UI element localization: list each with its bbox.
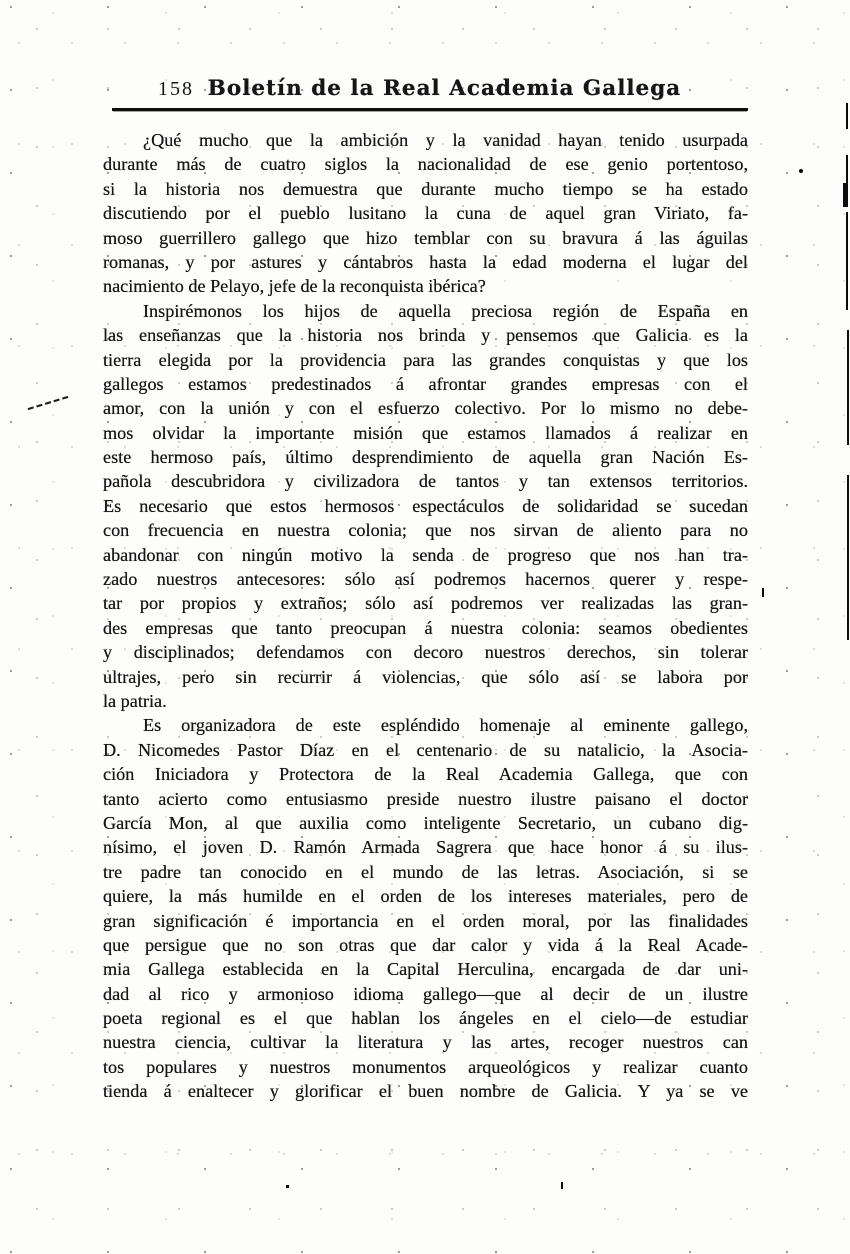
page-body (103, 128, 748, 1104)
text-line: amor, con la unión y con el esfuerzo colectivo. Por lo mismo no debe- (103, 398, 748, 419)
text-line: gran significación é importancia en el orden moral, por las finalidades (103, 910, 748, 931)
text-line: ¿Qué mucho que la ambición y la vanidad hayan tenido usurpada (143, 130, 748, 150)
scan-artifact-speck (799, 169, 803, 173)
page-header (103, 76, 748, 106)
scan-artifact-speck (286, 1185, 289, 1188)
text-line: poeta regional es el que hablan los ángeles en el cielo—de estudiar (103, 1008, 748, 1029)
text-line: Inspirémonos los hijos de aquella preciosa región de España en (143, 300, 748, 321)
text-line: tienda á enaltecer y glorificar el buen nombre de Galicia. Y ya se ve (103, 1081, 748, 1102)
text-line: discutiendo por el pueblo lusitano la cuna de aquel gran Viriato, fa- (103, 203, 748, 224)
text-line: tre padre tan conocido en el mundo de las letras. Asociación, si se (103, 861, 748, 882)
scan-artifact-edge-line (846, 103, 848, 129)
text-line: y disciplinados; defendamos con decoro nuestros derechos, sin tolerar (103, 642, 748, 663)
text-line: ultrajes, pero sin recurrir á violencias, que sólo así se labora por (103, 666, 748, 687)
text-line: pañola descubridora y civilizadora de tantos y tan extensos territorios. (103, 471, 748, 492)
page-number: 158 (158, 78, 194, 100)
scan-artifact-edge-line (847, 330, 849, 445)
text-line: las enseñanzas que la historia nos brinda y pensemos que Galicia es la (103, 325, 748, 346)
text-line: nacimiento de Pelayo, jefe de la reconquista ibérica? (103, 276, 486, 297)
text-line: nísimo, el joven D. Ramón Armada Sagrera que hace honor á su ilus- (103, 837, 748, 858)
text-line: quiere, la más humilde en el orden de los intereses materiales, pero de (103, 886, 748, 907)
text-line: mos olvidar la importante misión que estamos llamados á realizar en (103, 422, 748, 443)
scan-artifact-pen-mark (28, 396, 69, 410)
journal-title: Boletín de la Real Academia Gallega (207, 76, 682, 101)
text-line: ción Iniciadora y Protectora de la Real Academia Gallega, que con (103, 764, 748, 785)
text-line: García Mon, al que auxilia como inteligente Secretario, un cubano dig- (103, 812, 748, 833)
text-line: des empresas que tanto preocupan á nuestra colonia: seamos obedientes (103, 617, 748, 638)
scan-artifact-edge-line (843, 183, 848, 207)
text-line: abandonar con ningún motivo la senda de progreso que nos han tra- (103, 544, 748, 565)
text-line: este hermoso país, último desprendimiento de aquella gran Nación Es- (103, 447, 748, 468)
text-line: zado nuestros antecesores: sólo así podremos hacernos querer y respe- (103, 569, 748, 590)
text-line: tierra elegida por la providencia para las grandes conquistas y que los (103, 349, 748, 370)
text-line: D. Nicomedes Pastor Díaz en el centenario de su natalicio, la Asocia- (103, 739, 748, 760)
scan-artifact-speck (561, 1182, 563, 1189)
text-line: Es necesario que estos hermosos espectáculos de solidaridad se sucedan (103, 495, 748, 516)
text-line: dad al rico y armonioso idioma gallego—que al decir de un ilustre (103, 983, 748, 1004)
text-line: si la historia nos demuestra que durante mucho tiempo se ha estado (103, 178, 748, 199)
text-line: tanto acierto como entusiasmo preside nuestro ilustre paisano el doctor (103, 788, 748, 809)
text-line: con frecuencia en nuestra colonia; que nos sirvan de aliento para no (103, 520, 748, 541)
text-line: Es organizadora de este espléndido homenaje al eminente gallego, (143, 715, 748, 736)
text-line: romanas, y por astures y cántabros hasta la edad moderna el lugar del (103, 251, 748, 272)
text-line: moso guerrillero gallego que hizo temblar con su bravura á las águilas (103, 227, 748, 248)
scan-artifact-edge-line (846, 212, 848, 310)
text-line: gallegos estamos predestinados á afrontar grandes empresas con el (103, 373, 748, 394)
scan-artifact-edge-line (847, 475, 849, 640)
text-line: nuestra ciencia, cultivar la literatura y las artes, recoger nuestros can (103, 1032, 748, 1053)
header-rule (112, 108, 748, 111)
text-line: tos populares y nuestros monumentos arqueológicos y realizar cuanto (103, 1056, 748, 1077)
text-line: la patria. (103, 690, 167, 711)
text-line: que persigue que no son otras que dar calor y vida á la Real Acade- (103, 934, 748, 955)
text-line: durante más de cuatro siglos la nacionalidad de ese genio portentoso, (103, 154, 748, 175)
text-line: tar por propios y extraños; sólo así podremos ver realizadas las gran- (103, 593, 748, 614)
scan-artifact-speck (762, 588, 764, 597)
text-line: mia Gallega establecida en la Capital Herculina, encargada de dar uni- (103, 959, 748, 980)
